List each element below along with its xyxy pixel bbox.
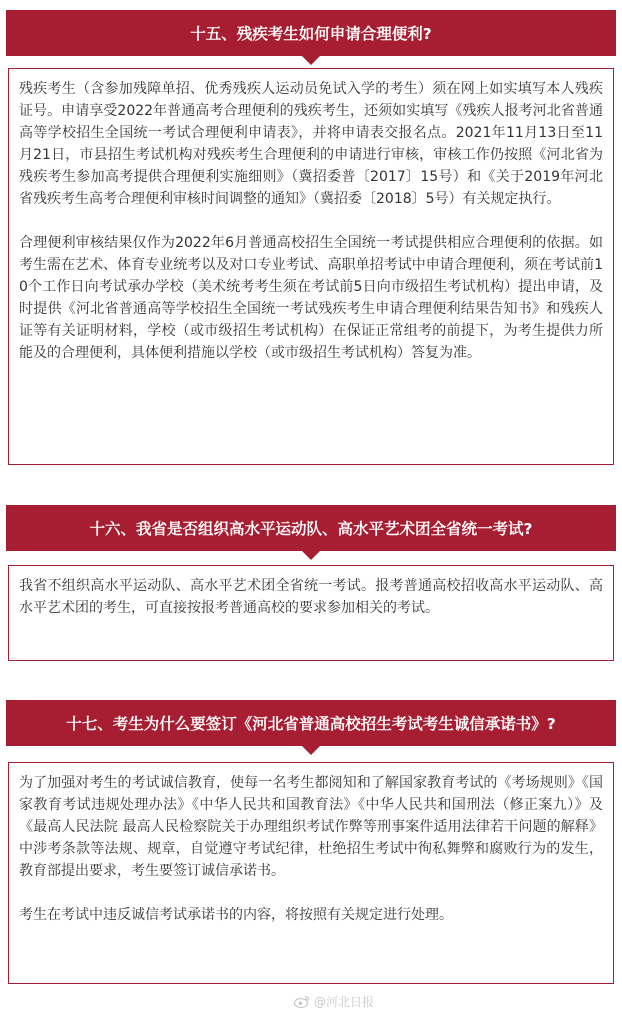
paragraph: 我省不组织高水平运动队、高水平艺术团全省统一考试。报考普通高校招收高水平运动队、高水平艺术团的考生，可直接按报考普通高校的要求参加相关的考试。 <box>19 578 603 616</box>
section-body-15 <box>8 68 614 465</box>
paragraph: 考生在考试中违反诚信考试承诺书的内容，将按照有关规定进行处理。 <box>19 907 453 923</box>
paragraph: 残疾考生（含参加残障单招、优秀残疾人运动员免试入学的考生）须在网上如实填写本人残疾证号。申请享受2022年普通高考合理便利的残疾考生，还须如实填写《残疾人报考河北省普通高等学校招生全国统一考试合理便利申请表》，并将申请表交报名点。2021年11月13日至11月21日，市县招生考试机构对残疾考生合理便利的申请进行审核，审核工作仍按照《河北省为残疾考生参加高考提供合理便利实施细则》（冀招委普〔2017〕15号）和《关于2019年河北省残疾考生高考合理便利审核时间调整的通知》（冀招委〔2018〕5号）有关规定执行。 <box>19 81 603 207</box>
section-header-17 <box>6 700 616 746</box>
watermark-text: @河北日报 <box>313 995 374 1009</box>
section-body-17 <box>8 762 614 984</box>
header-notch <box>302 746 320 755</box>
header-notch <box>302 56 320 65</box>
section-body-16 <box>8 565 614 661</box>
watermark <box>294 993 374 1010</box>
paragraph: 为了加强对考生的考试诚信教育，使每一名考生都阅知和了解国家教育考试的《考场规则》《国家教育考试违规处理办法》《中华人民共和国教育法》《中华人民共和国刑法（修正案九）》及《最高人民法院 最高人民检察院关于办理组织考试作弊等刑事案件适用法律若干问题的解释》中涉考条款等法规、规章，自觉遵守考试纪律，杜绝招生考试中徇私舞弊和腐败行为的发生，教育部提出要求，考生要签订诚信承诺书。 <box>19 775 603 879</box>
section-title: 十七、考生为什么要签订《河北省普通高校招生考试考生诚信承诺书》? <box>66 715 556 733</box>
section-title: 十六、我省是否组织高水平运动队、高水平艺术团全省统一考试? <box>89 520 533 538</box>
weibo-icon <box>294 995 310 1008</box>
paragraph: 合理便利审核结果仅作为2022年6月普通高校招生全国统一考试提供相应合理便利的依据。如考生需在艺术、体育专业统考以及对口专业考试、高职单招考试中申请合理便利，须在考试前10个工作日向考试承办学校（美术统考考生须在考试前5日向市级招生考试机构）提出申请，及时提供《河北省普通高等学校招生全国统一考试残疾考生申请合理便利结果告知书》和残疾人证等有关证明材料，学校（或市级招生考试机构）在保证正常组考的前提下，为考生提供力所能及的合理便利，具体便利措施以学校（或市级招生考试机构）答复为准。 <box>19 235 603 361</box>
section-header-16 <box>6 505 616 551</box>
section-title: 十五、残疾考生如何申请合理便利? <box>190 25 432 43</box>
section-header-15 <box>6 10 616 56</box>
header-notch <box>302 551 320 560</box>
